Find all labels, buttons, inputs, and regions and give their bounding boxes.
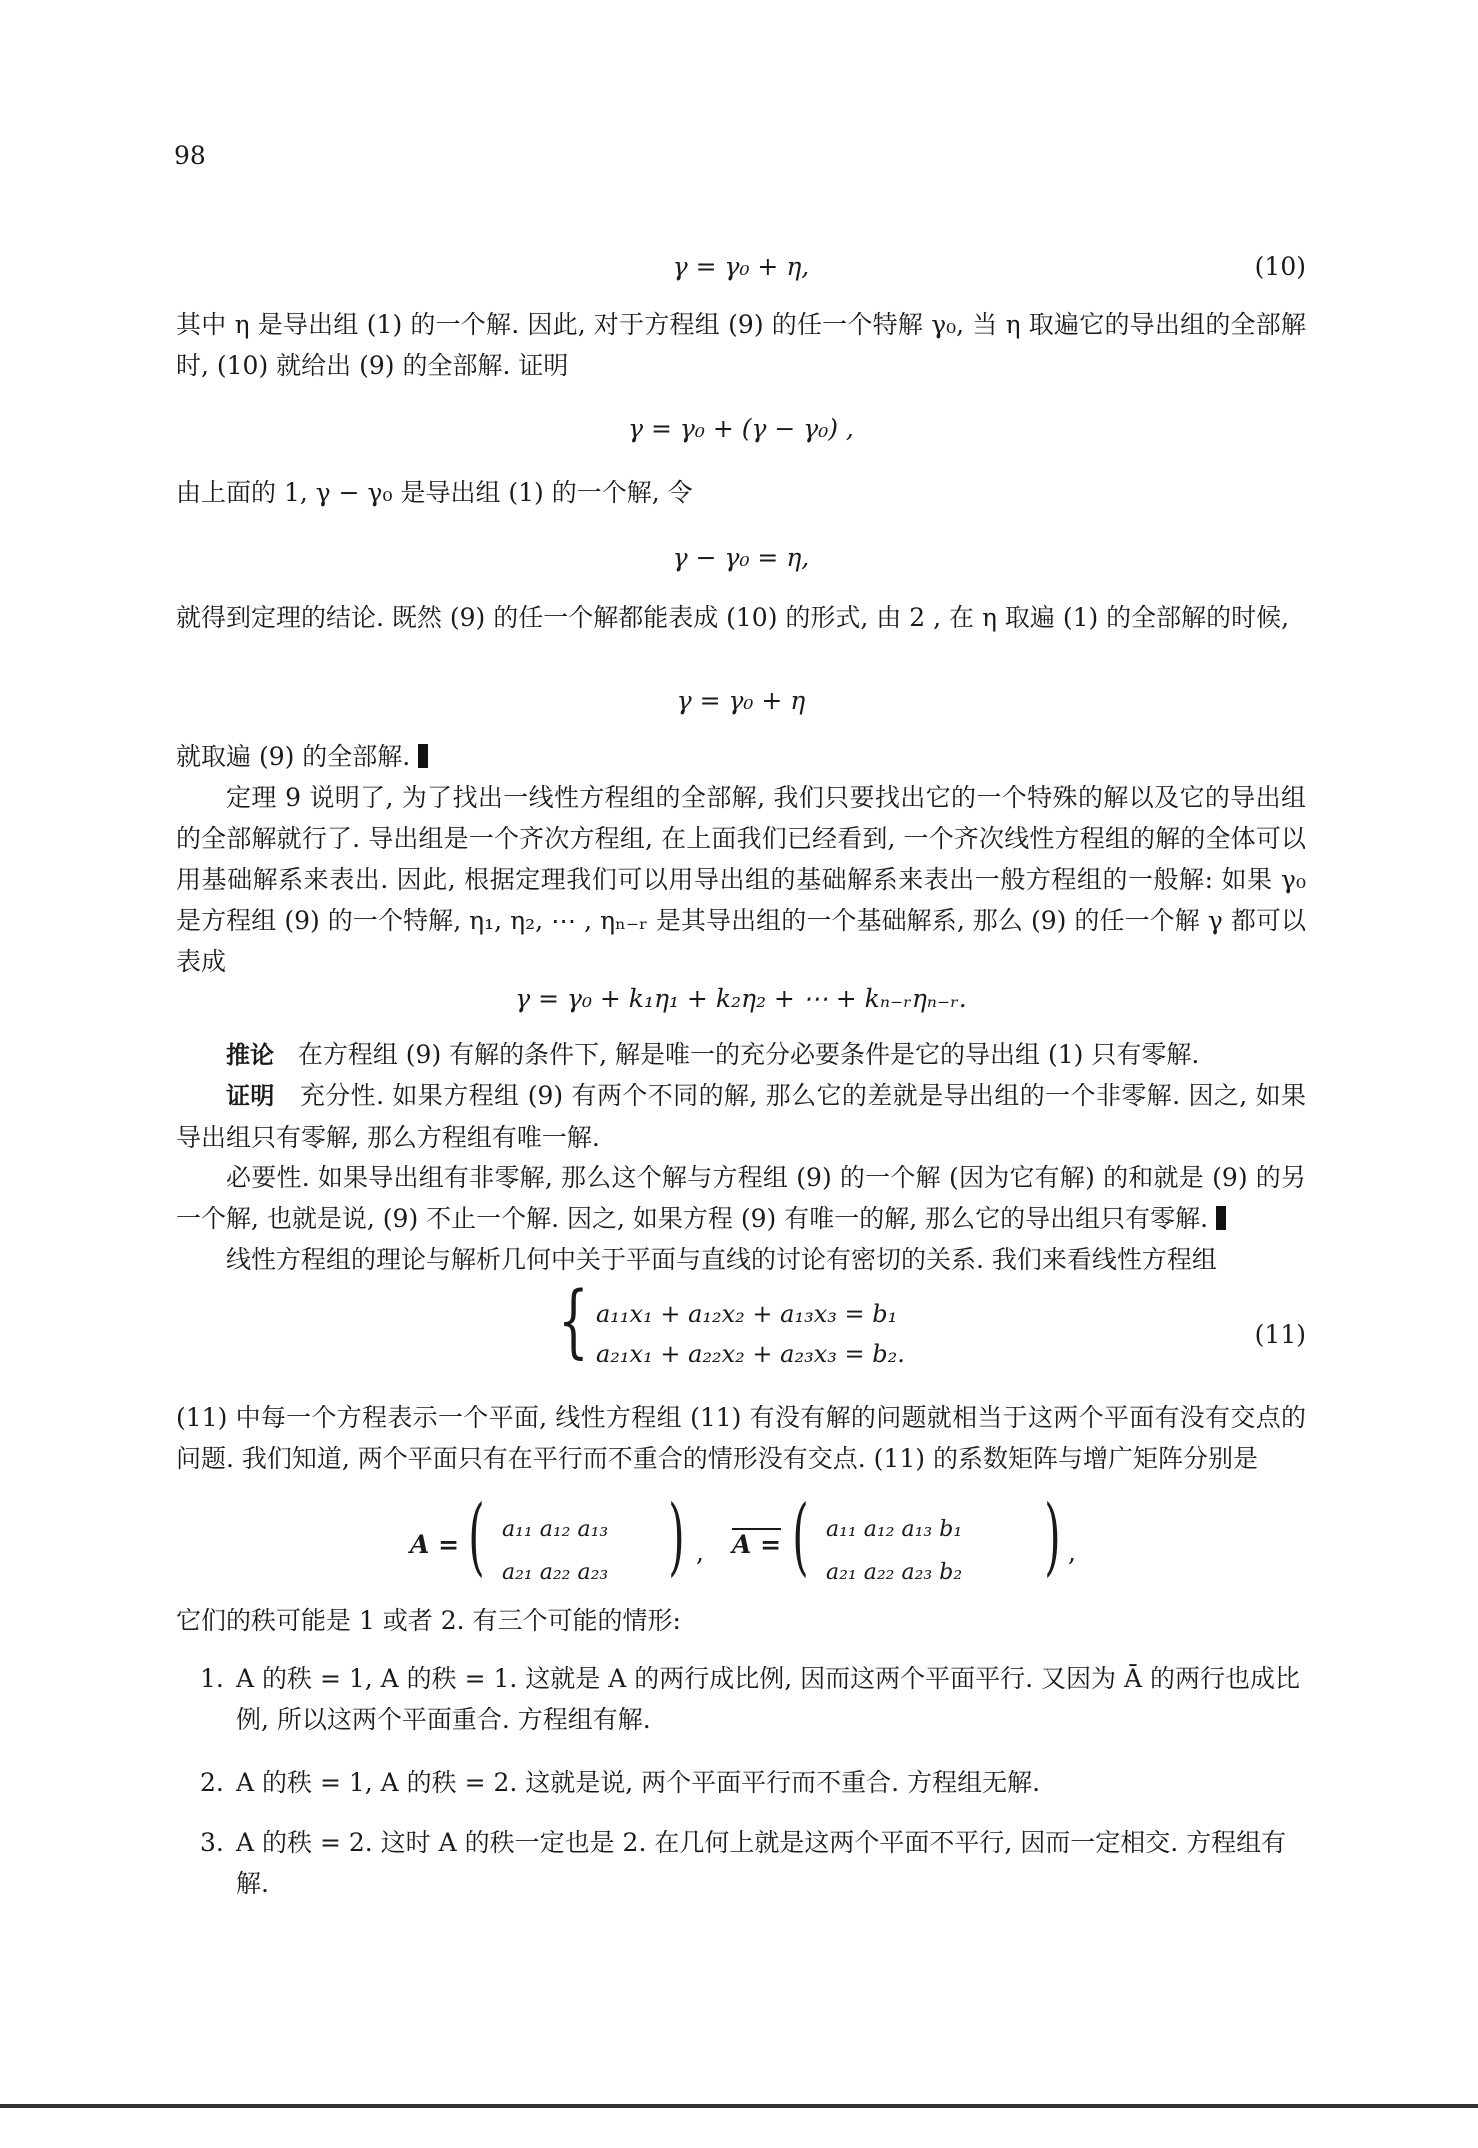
paragraph-2-text: 由上面的 1, γ − γ₀ 是导出组 (1) 的一个解, 令 <box>176 478 693 507</box>
equation-11-row-1: a₁₁x₁ + a₁₂x₂ + a₁₃x₃ = b₁ <box>596 1300 898 1328</box>
left-brace: { <box>558 1274 589 1367</box>
matrix-a-right-paren: ) <box>668 1487 685 1585</box>
paragraph-5-text: 定理 9 说明了, 为了找出一线性方程组的全部解, 我们只要找出它的一个特殊的解以及它的导出组的全部解就行了. 导出组是一个齐次方程组, 在上面我们已经看到, 一个齐次线性方程组的解的全体可以用基础解系来表出. 因此, 根据定理我们可以用导出组的基础解系来表出一般方程组的一般解: 如果 γ₀ 是方程组 (9) 的一个特解, η₁, η₂, ⋯ , ηₙ₋ᵣ 是其导出组的一个基础解系, 那么 (9) 的任一个解 γ 都可以表成 <box>176 783 1306 976</box>
matrix-separator: , <box>696 1538 704 1567</box>
equation-10 <box>176 252 1306 281</box>
equation-a: γ = γ₀ + (γ − γ₀) , <box>628 414 854 443</box>
equation-10-body: γ = γ₀ + η, <box>672 252 810 281</box>
qed-mark-2 <box>1216 1206 1226 1230</box>
case-number: 2. <box>200 1768 224 1797</box>
paragraph-9-text: 它们的秩可能是 1 或者 2. 有三个可能的情形: <box>176 1606 681 1635</box>
bottom-rule <box>0 2104 1478 2108</box>
case-text: A 的秩 = 1, A 的秩 = 1. 这就是 A 的两行成比例, 因而这两个平面平行. 又因为 Ā 的两行也成比例, 所以这两个平面重合. 方程组有解. <box>236 1664 1300 1734</box>
matrix-abar-row-1: a₁₁ a₁₂ a₁₃ b₁ <box>826 1517 963 1542</box>
equation-c: γ = γ₀ + η <box>676 686 806 715</box>
proof-text: 充分性. 如果方程组 (9) 有两个不同的解, 那么它的差就是导出组的一个非零解. 因之, 如果导出组只有零解, 那么方程组有唯一解. <box>176 1081 1306 1152</box>
matrix-abar-left-paren: ( <box>792 1487 809 1585</box>
case-text: A 的秩 = 1, A 的秩 = 2. 这就是说, 两个平面平行而不重合. 方程组无解. <box>236 1768 1041 1797</box>
paragraph-5 <box>176 777 1306 982</box>
paragraph-4 <box>176 736 1306 777</box>
case-number: 3. <box>200 1828 224 1857</box>
matrix-a-label: A = <box>410 1530 460 1559</box>
matrix-abar-label: A = <box>732 1530 782 1559</box>
paragraph-6 <box>176 1157 1306 1239</box>
paragraph-1-text: 其中 η 是导出组 (1) 的一个解. 因此, 对于方程组 (9) 的任一个特解 γ₀, 当 η 取遍它的导出组的全部解时, (10) 就给出 (9) 的全部解. 证明 <box>176 310 1306 380</box>
page-number: 98 <box>174 141 206 170</box>
matrix-abar-row-2: a₂₁ a₂₂ a₂₃ b₂ <box>826 1560 963 1585</box>
corollary-text: 在方程组 (9) 有解的条件下, 解是唯一的充分必要条件是它的导出组 (1) 只有零解. <box>297 1040 1200 1069</box>
paragraph-8 <box>176 1397 1306 1479</box>
paragraph-8-text: (11) 中每一个方程表示一个平面, 线性方程组 (11) 有没有解的问题就相当于这两个平面有没有交点的问题. 我们知道, 两个平面只有在平行而不重合的情形没有交点. (11) 的系数矩阵与增广矩阵分别是 <box>176 1403 1306 1473</box>
case-number: 1. <box>200 1664 224 1693</box>
paragraph-2 <box>176 472 1306 513</box>
paragraph-3-text: 就得到定理的结论. 既然 (9) 的任一个解都能表成 (10) 的形式, 由 2 , 在 η 取遍 (1) 的全部解的时候, <box>176 603 1290 632</box>
corollary <box>176 1034 1306 1076</box>
case-text: A 的秩 = 2. 这时 A 的秩一定也是 2. 在几何上就是这两个平面不平行, 因而一定相交. 方程组有解. <box>236 1828 1287 1898</box>
corollary-label: 推论 <box>226 1041 274 1069</box>
qed-mark <box>418 744 428 768</box>
equation-b: γ − γ₀ = η, <box>672 543 810 572</box>
matrix-a-left-paren: ( <box>468 1487 485 1585</box>
paragraph-7 <box>176 1239 1306 1280</box>
paragraph-6-text: 必要性. 如果导出组有非零解, 那么这个解与方程组 (9) 的一个解 (因为它有解) 的和就是 (9) 的另一个解, 也就是说, (9) 不止一个解. 因之, 如果方程 (9) 有唯一的解, 那么它的导出组只有零解. <box>176 1163 1306 1233</box>
equation-10-number: (10) <box>1254 252 1306 281</box>
paragraph-7-text: 线性方程组的理论与解析几何中关于平面与直线的讨论有密切的关系. 我们来看线性方程组 <box>226 1245 1217 1274</box>
paragraph-4-text: 就取遍 (9) 的全部解. <box>176 742 411 771</box>
case-item-1 <box>200 1658 1306 1740</box>
paragraph-3 <box>176 597 1306 638</box>
proof <box>176 1075 1306 1158</box>
case-item-3 <box>200 1822 1306 1904</box>
paragraph-1 <box>176 304 1306 386</box>
equation-d: γ = γ₀ + k₁η₁ + k₂η₂ + ⋯ + kₙ₋ᵣηₙ₋ᵣ. <box>515 984 967 1013</box>
matrix-a-row-2: a₂₁ a₂₂ a₂₃ <box>502 1560 609 1585</box>
paragraph-9 <box>176 1600 1306 1641</box>
matrix-abar-right-paren: ) <box>1044 1487 1061 1585</box>
matrix-end-comma: , <box>1068 1538 1076 1567</box>
case-item-2 <box>200 1762 1306 1803</box>
proof-label: 证明 <box>226 1082 275 1110</box>
matrix-a-row-1: a₁₁ a₁₂ a₁₃ <box>502 1517 609 1542</box>
equation-11-number: (11) <box>1254 1320 1306 1349</box>
equation-11-row-2: a₂₁x₁ + a₂₂x₂ + a₂₃x₃ = b₂. <box>596 1340 905 1368</box>
